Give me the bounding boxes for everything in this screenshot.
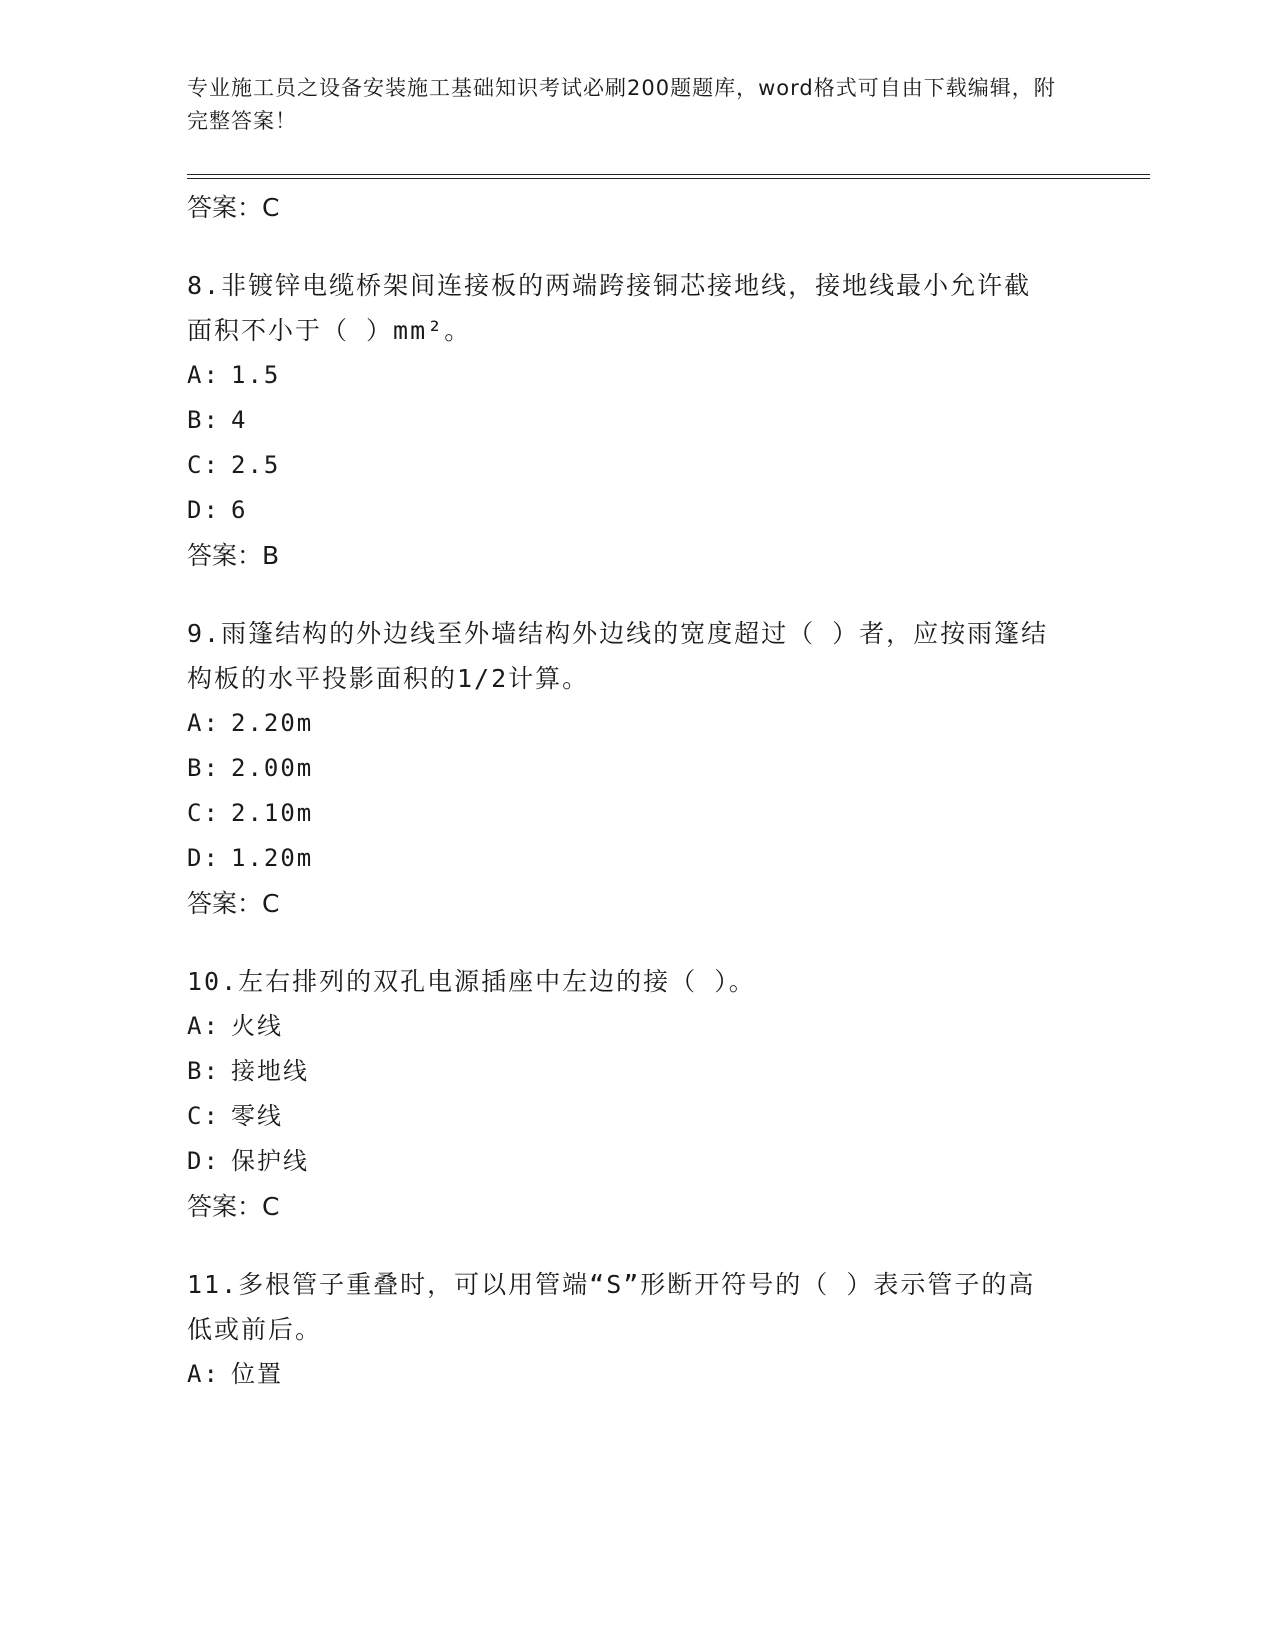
- option-letter: D:: [187, 844, 220, 872]
- option-b: [187, 398, 1147, 443]
- option-letter: B:: [187, 754, 220, 782]
- option-d: [187, 836, 1147, 881]
- option-text: 接地线: [231, 1057, 309, 1085]
- option-c: [187, 1094, 1147, 1139]
- option-letter: D:: [187, 1147, 220, 1175]
- option-letter: C:: [187, 799, 220, 827]
- option-letter: A:: [187, 361, 220, 389]
- option-text: 1.20m: [231, 844, 314, 872]
- option-text: 2.00m: [231, 754, 314, 782]
- option-letter: A:: [187, 1360, 220, 1388]
- option-c: [187, 443, 1147, 488]
- option-letter: A:: [187, 1012, 220, 1040]
- document-page: [187, 72, 1147, 1397]
- option-a: [187, 701, 1147, 746]
- option-text: 1.5: [231, 361, 281, 389]
- option-text: 位置: [231, 1360, 283, 1388]
- option-text: 火线: [231, 1012, 283, 1040]
- option-letter: C:: [187, 1102, 220, 1130]
- question-8: [187, 263, 1147, 578]
- previous-question-answer: 答案：C: [187, 193, 280, 222]
- option-text: 零线: [231, 1102, 283, 1130]
- option-text: 6: [231, 496, 248, 524]
- question-stem: 11.多根管子重叠时，可以用管端“S”形断开符号的（ ）表示管子的高低或前后。: [187, 1270, 1036, 1344]
- option-letter: C:: [187, 451, 220, 479]
- option-b: [187, 746, 1147, 791]
- option-text: 2.10m: [231, 799, 314, 827]
- question-answer: 答案：C: [187, 889, 280, 918]
- question-9: [187, 611, 1147, 926]
- question-stem: 10.左右排列的双孔电源插座中左边的接（ ）。: [187, 967, 756, 996]
- option-letter: B:: [187, 406, 220, 434]
- option-d: [187, 1139, 1147, 1184]
- question-answer: 答案：B: [187, 541, 280, 570]
- option-text: 2.5: [231, 451, 281, 479]
- header-divider-bottom: [187, 178, 1150, 179]
- option-text: 4: [231, 406, 248, 434]
- option-d: [187, 488, 1147, 533]
- option-letter: B:: [187, 1057, 220, 1085]
- option-a: [187, 353, 1147, 398]
- option-c: [187, 791, 1147, 836]
- document-title: 专业施工员之设备安装施工基础知识考试必刷200题题库，word格式可自由下载编辑，附完整答案！: [187, 76, 1056, 133]
- option-letter: D:: [187, 496, 220, 524]
- question-answer: 答案：C: [187, 1192, 280, 1221]
- question-stem: 9.雨篷结构的外边线至外墙结构外边线的宽度超过（ ）者，应按雨篷结构板的水平投影面积的1/2计算。: [187, 619, 1049, 693]
- header-divider-top: [187, 174, 1150, 175]
- option-text: 保护线: [231, 1147, 309, 1175]
- option-a: [187, 1352, 1147, 1397]
- question-10: [187, 959, 1147, 1229]
- option-letter: A:: [187, 709, 220, 737]
- option-a: [187, 1004, 1147, 1049]
- option-text: 2.20m: [231, 709, 314, 737]
- question-11: [187, 1262, 1147, 1397]
- question-stem: 8.非镀锌电缆桥架间连接板的两端跨接铜芯接地线，接地线最小允许截面积不小于（ ）mm²。: [187, 271, 1032, 345]
- option-b: [187, 1049, 1147, 1094]
